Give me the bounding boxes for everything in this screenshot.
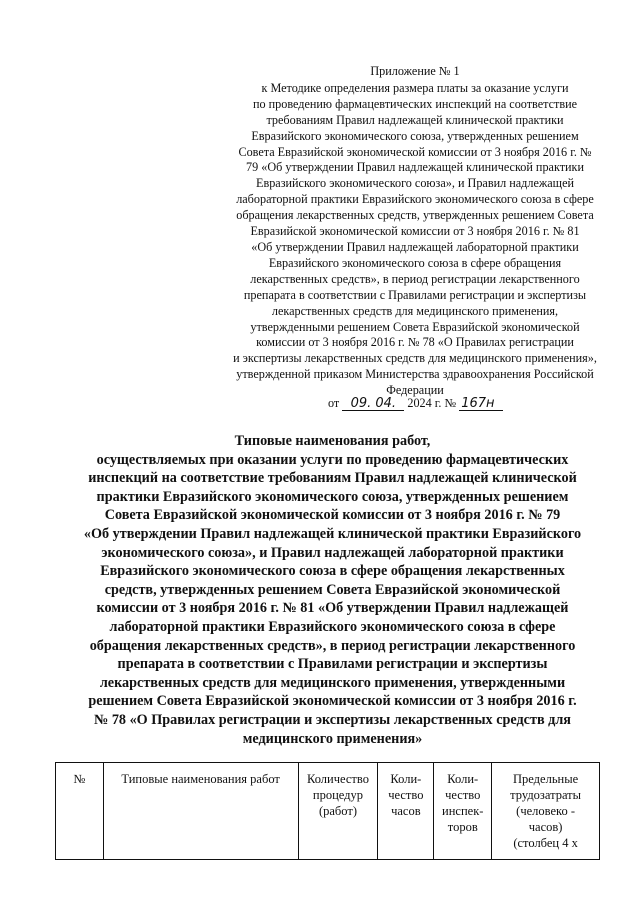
works-table bbox=[55, 762, 600, 860]
appendix-line: лекарственных средств для медицинского применения, bbox=[271, 303, 559, 318]
title-line: лекарственных средств для медицинского применения, утвержденными bbox=[99, 674, 566, 691]
order-day-month-handwritten: 09. 04. bbox=[342, 398, 404, 411]
title-line: Типовые наименования работ, bbox=[234, 433, 431, 449]
header-hours-count: Коли- чество часов bbox=[378, 763, 434, 860]
title-line: «Об утверждении Правил надлежащей клинической практики Евразийского bbox=[83, 525, 582, 542]
table-header-row bbox=[56, 763, 600, 860]
header-work-name: Типовые наименования работ bbox=[103, 763, 298, 860]
title-line: медицинского применения» bbox=[242, 730, 423, 747]
appendix-line: утвержденными решением Совета Евразийской экономической bbox=[250, 319, 580, 334]
appendix-line: Федерации bbox=[386, 383, 444, 398]
title-line: экономического союза», и Правил надлежащей лабораторной практики bbox=[101, 544, 564, 561]
appendix-line: и экспертизы лекарственных средств для медицинского применения», bbox=[233, 351, 597, 366]
appendix-line: лабораторной практики Евразийского экономического союза в сфере bbox=[236, 192, 594, 207]
title-line: препарата в соответствии с Правилами регистрации и экспертизы bbox=[117, 656, 548, 673]
title-line: № 78 «О Правилах регистрации и экспертизы лекарственных средств для bbox=[94, 711, 571, 728]
appendix-line: Евразийского экономического союза, утвержденных решением bbox=[251, 128, 579, 143]
title-line: Совета Евразийской экономической комиссии от 3 ноября 2016 г. № 79 bbox=[104, 507, 561, 524]
appendix-line: «Об утверждении Правил надлежащей лабораторной практики bbox=[251, 239, 579, 254]
order-prefix: от bbox=[328, 396, 340, 410]
appendix-line: комиссии от 3 ноября 2016 г. № 78 «О Правилах регистрации bbox=[256, 335, 574, 350]
order-year: 2024 г. № bbox=[407, 396, 457, 410]
header-procedures-count: Количество процедур (работ) bbox=[298, 763, 378, 860]
appendix-line: Евразийского экономического союза», и Правил надлежащей bbox=[256, 176, 574, 191]
title-line: осуществляемых при оказании услуги по проведению фармацевтических bbox=[96, 451, 569, 468]
appendix-heading: Приложение № 1 bbox=[370, 64, 460, 78]
appendix-line: по проведению фармацевтических инспекций на соответствие bbox=[252, 96, 578, 111]
appendix-line: лекарственных средств», в период регистрации лекарственного bbox=[250, 271, 580, 286]
title-line: решением Совета Евразийской экономической комиссии от 3 ноября 2016 г. bbox=[88, 693, 577, 710]
header-inspectors-count: Коли- чество инспек- торов bbox=[434, 763, 492, 860]
title-line: обращения лекарственных средств», в период регистрации лекарственного bbox=[89, 637, 576, 654]
title-line: инспекций на соответствие требованиям Правил надлежащей клинической bbox=[88, 470, 577, 487]
appendix-line: Евразийской экономической комиссии от 3 ноября 2016 г. № 81 bbox=[250, 224, 580, 239]
appendix-line: к Методике определения размера платы за оказание услуги bbox=[261, 80, 569, 95]
appendix-line: требованиям Правил надлежащей клинической практики bbox=[266, 112, 564, 127]
appendix-line: препарата в соответствии с Правилами регистрации и экспертизы bbox=[243, 287, 587, 302]
order-number-handwritten: 167н bbox=[459, 398, 503, 411]
title-line: практики Евразийского экономического союза, утвержденных решением bbox=[96, 488, 569, 505]
appendix-line: Евразийского экономического союза в сфере обращения bbox=[268, 255, 562, 270]
appendix-line: Совета Евразийской экономической комиссии от 3 ноября 2016 г. № bbox=[238, 144, 592, 159]
title-line: комиссии от 3 ноября 2016 г. № 81 «Об утверждении Правил надлежащей bbox=[96, 600, 569, 617]
order-date-line bbox=[328, 396, 503, 411]
header-labor-limit: Предельные трудозатраты (человеко - часов) (столбец 4 х bbox=[492, 763, 600, 860]
header-number: № bbox=[56, 763, 104, 860]
appendix-line: 79 «Об утверждении Правил надлежащей клинической практики bbox=[245, 160, 585, 175]
title-line: средств, утвержденных решением Совета Евразийской экономической bbox=[104, 581, 561, 598]
appendix-line: обращения лекарственных средств, утвержденных решением Совета bbox=[236, 208, 594, 223]
appendix-block bbox=[205, 64, 625, 399]
appendix-line: утвержденной приказом Министерства здравоохранения Российской bbox=[236, 367, 594, 382]
title-line: Евразийского экономического союза в сфере обращения лекарственных bbox=[100, 563, 565, 580]
document-title bbox=[55, 432, 610, 748]
title-line: лабораторной практики Евразийского экономического союза в сфере bbox=[109, 618, 556, 635]
